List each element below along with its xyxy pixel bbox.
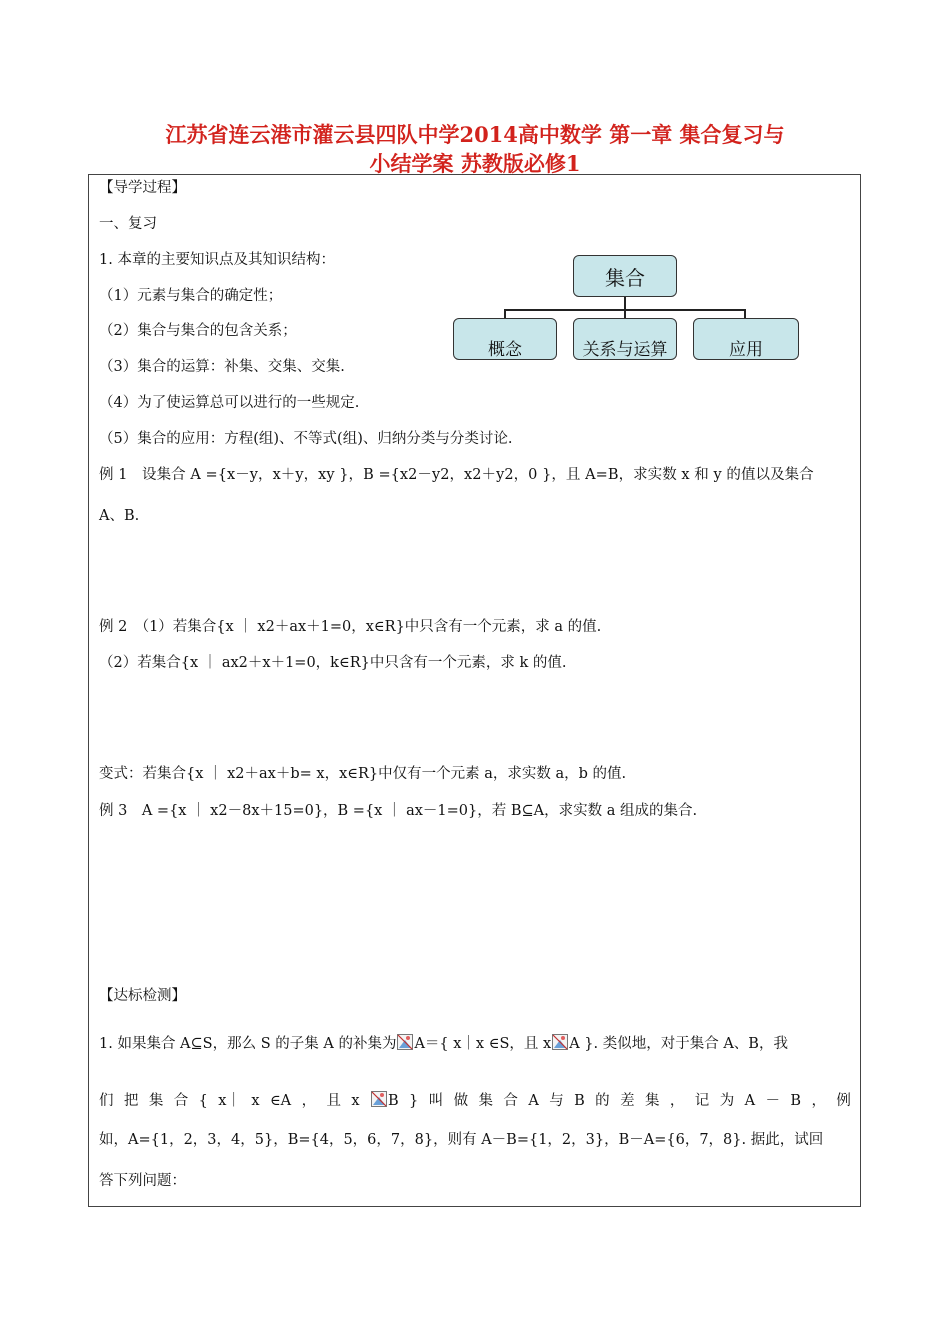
complement-symbol-image-icon [397, 1034, 413, 1050]
point-2: （2）集合与集合的包含关系； [99, 323, 297, 339]
test-problem1-line2 [99, 1091, 851, 1111]
review-heading: 一、复习 [99, 216, 157, 232]
justified-word: 合 [503, 1093, 518, 1109]
justified-word: 集 [478, 1093, 493, 1109]
justified-word: 记 [694, 1093, 710, 1109]
justified-word: ， [811, 1093, 826, 1109]
justified-word: ， [301, 1093, 317, 1109]
test-p1-part-c: A }. 类似地，对于集合 A、B，我 [569, 1036, 788, 1052]
example1-line2: A、B. [99, 508, 140, 524]
test-p1-part-b: A＝{ x｜x ∈S，且 x [414, 1036, 552, 1052]
justified-word: B [387, 1093, 399, 1109]
justified-word: x｜ [218, 1093, 241, 1109]
diagram-connector-mid [624, 309, 626, 318]
justified-word: B [790, 1093, 802, 1109]
doc-title-line1: 江苏省连云港市灌云县四队中学2014高中数学 第一章 集合复习与 [165, 122, 785, 147]
justified-word: － [765, 1093, 780, 1109]
example2-part1: 例 2 （1）若集合{x ｜ x2＋ax＋1=0，x∈R}中只含有一个元素，求 a 的值. [99, 619, 602, 635]
test-p1-part-a: 1. 如果集合 A⊆S，那么 S 的子集 A 的补集为 [99, 1036, 397, 1052]
guide-heading: 【导学过程】 [99, 180, 186, 196]
justified-word: 的 [595, 1093, 610, 1109]
item1-text: 1. 本章的主要知识点及其知识结构： [99, 252, 335, 268]
example1-line1: 例 1 设集合 A ={x－y，x＋y，xy }，B ={x2－y2，x2＋y2，0 }，且 A=B，求实数 x 和 y 的值以及集合 [99, 467, 814, 483]
justified-word: { [198, 1093, 208, 1109]
doc-title-line2: 小结学案 苏教版必修1 [369, 151, 581, 176]
justified-word: x [251, 1093, 260, 1109]
test-problem1-line4: 答下列问题： [99, 1173, 186, 1189]
point-5: （5）集合的应用：方程(组)、不等式(组)、归纳分类与分类讨论. [99, 431, 513, 447]
justified-word: 为 [719, 1093, 735, 1109]
justified-word: 例 [836, 1093, 851, 1109]
justified-word: A [528, 1093, 539, 1109]
justified-word: 与 [549, 1093, 564, 1109]
justified-word: 叫 [428, 1093, 444, 1109]
not-element-symbol-image-icon [371, 1091, 387, 1107]
example2-part2: （2）若集合{x ｜ ax2＋x＋1=0，k∈R}中只含有一个元素，求 k 的值. [99, 655, 567, 671]
example3: 例 3 A ={x ｜ x2－8x＋15=0}，B ={x ｜ ax－1=0}，若 B⊆A，求实数 a 组成的集合. [99, 803, 698, 819]
justified-word: 集 [644, 1093, 660, 1109]
justified-word: A [744, 1093, 756, 1109]
diagram-root-node: 集合 [573, 255, 677, 297]
diagram-node-concept: 概念 [453, 318, 557, 360]
diagram-connector-left [504, 309, 506, 318]
justified-word: 们 [99, 1093, 114, 1109]
justified-word-with-symbol [370, 1091, 399, 1111]
justified-word: 且 [326, 1093, 341, 1109]
test-heading: 【达标检测】 [99, 988, 186, 1004]
justified-word: ， [669, 1093, 685, 1109]
test-problem1-line1 [99, 1034, 788, 1054]
diagram-connector-right [744, 309, 746, 318]
test-problem1-line3: 如，A={1，2，3，4，5}，B={4，5，6，7，8}，则有 A－B={1，2，3}，B－A={6，7，8}. 据此，试回 [99, 1132, 824, 1148]
justified-word: 做 [453, 1093, 469, 1109]
variant-problem: 变式：若集合{x ｜ x2＋ax＋b= x，x∈R}中仅有一个元素 a，求实数 a，b 的值. [99, 766, 627, 782]
justified-word: B [574, 1093, 585, 1109]
point-3: （3）集合的运算：补集、交集、交集. [99, 359, 345, 375]
point-1: （1）元素与集合的确定性； [99, 288, 283, 304]
justified-word: x [351, 1093, 360, 1109]
justified-word: } [409, 1093, 419, 1109]
diagram-node-application: 应用 [693, 318, 799, 360]
justified-word: ∈A [269, 1093, 292, 1109]
point-4: （4）为了使运算总可以进行的一些规定. [99, 395, 360, 411]
justified-word: 合 [173, 1093, 189, 1109]
justified-word: 把 [123, 1093, 139, 1109]
justified-word: 差 [620, 1093, 635, 1109]
not-element-symbol-image-icon [552, 1034, 568, 1050]
justified-word: 集 [148, 1093, 164, 1109]
knowledge-structure-diagram [452, 255, 800, 361]
diagram-node-relation: 关系与运算 [573, 318, 677, 360]
